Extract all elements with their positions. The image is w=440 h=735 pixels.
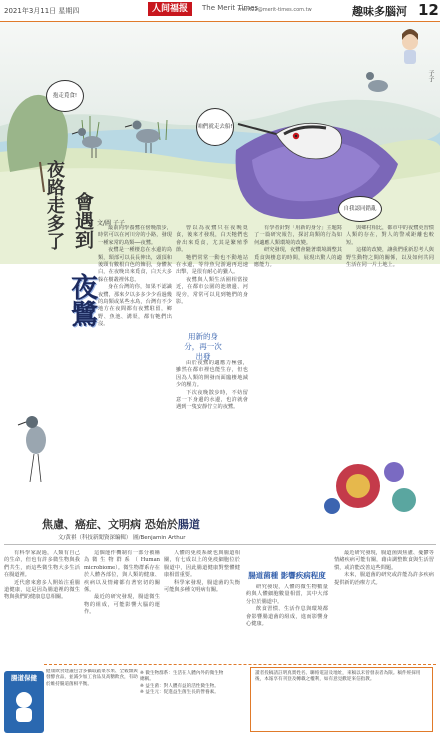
speech-bubble-right: 自我認同錯亂	[338, 196, 382, 222]
paragraph: 最前同學養鷺在傍晚散步，時常可以在河川旁的小路，發現一種家常的鳥類──夜鷺。	[98, 225, 172, 246]
pull-quote: 用新的身分，再一次出發	[184, 332, 222, 361]
section-title: 趣味多腦河	[352, 5, 407, 18]
germ-illustration	[318, 450, 430, 520]
paragraph: 研究發現，人體的微生物數量約與人體細胞數量相當，其中大部分位於腸道中。	[246, 584, 328, 605]
glossary-item: ※ 微生物群系：生活在人體內外的微生物總稱。	[140, 671, 224, 683]
article2-column-3	[164, 550, 240, 660]
notice-box: 讀者投稿請註明真實姓名、聯絡電話及地址，來稿以未曾發表者為限。稿件經採用後，本報享有刊登及轉載之權利，如有意見歡迎來信指教。	[250, 667, 433, 732]
headline-highlight: 夜鷺	[66, 273, 97, 327]
illustration-caption: 腸道菌種 影響疾病程度	[248, 571, 326, 580]
paragraph: 最近的研究發現，腸道微生物的組成，可能影響大腦的運作。	[84, 594, 160, 616]
paragraph: 夜鷺是一種棲息在水邊的鳥類，頸部可以長長伸出，頭頂和後頸有數根白色的飾羽，身體灰白，在夜晚出來覓食，白天大多躲在樹叢裡休息。	[98, 247, 172, 283]
paragraph: 未來，腸道菌的研究或許能為許多疾病提供新的治療方式。	[334, 572, 434, 586]
paragraph: 最近研究發現，腸道菌與焦慮、憂鬱等情緒疾病可能有關，藉由調整飲食與生活習慣，或許能改善這些問題。	[334, 550, 434, 571]
email-address: merit22@merit-times.com.tw	[238, 7, 312, 13]
article1-column-2	[176, 225, 248, 320]
newspaper-logo: 人间福报	[148, 2, 192, 16]
speech-bubble-mid: 咱們就走去船!	[196, 108, 234, 146]
glossary-item: ※ 益生菌：對人體有益的活性微生物。	[140, 683, 219, 689]
paragraph: 與鄉村相比，都市中的夜鷺更習慣人類的存在，對人的警戒距離也較短。	[346, 225, 434, 246]
tag-label: 腸道保健	[11, 674, 37, 682]
footnote: 健康飲食建議包含多攝取蔬菜水果、全穀類與發酵食品，並減少加工食品及高糖飲食，有助於維持腸道菌相平衡。	[46, 669, 138, 687]
headline-part-a: 夜路走多了	[44, 160, 65, 250]
paragraph: 有學者針對「用新的身分」主題寫了一篇研究報告，探討鳥類的行為如何適應人類環境的改變。	[254, 225, 342, 246]
paragraph: 由於夜鷺的適應力極強，雖然在都市裡也能生存，但也因為人類的開發而面臨棲地減少的壓力。	[176, 360, 248, 389]
article1-column-1	[98, 225, 172, 500]
article2-column-1	[4, 550, 80, 660]
headline-part-b: 會遇到	[72, 192, 94, 249]
paragraph: 有科學家說過，人類有自己的生命，但也有許多微生物與我們共生，而這些微生物大多生活在腸道裡。	[4, 550, 80, 579]
title-highlight: 腸道	[177, 518, 200, 531]
article2-column-5	[334, 550, 434, 660]
paragraph: 牠們常常一動也不動地站在水邊，等待魚兒游過再迅速出擊，是很有耐心的獵人。	[176, 254, 248, 276]
speech-bubble-left: 抱走覓食!	[46, 80, 84, 112]
article1-column-3	[176, 360, 248, 500]
paragraph: 人體的免疫系統也與腸道相關，有七成以上的免疫細胞位於腸道中，因此腸道健康對整體健康相當重要。	[164, 550, 240, 579]
paragraph: 近代愈來愈多人開始注重腸道健康，這是因為腸道裡的微生物與我們的健康息息相關。	[4, 579, 80, 601]
section-divider	[4, 544, 436, 545]
glossary-item: ※ 益生元：促進益生菌生長的營養素。	[140, 689, 219, 695]
paragraph: 飲食習慣、生活作息與環境都會影響腸道菌的組成，進而影響身心健康。	[246, 606, 328, 628]
footer-divider	[44, 664, 436, 665]
paragraph: 夜鷺與人類生活圈相當接近，在都市公園的池塘邊、河堤旁，常常可以見到牠們的身影。	[176, 276, 248, 306]
heron-drawing	[14, 410, 54, 490]
paragraph: 研究發現，夜鷺會隨著環境調整其覓食與棲息的時間，展現出驚人的適應能力。	[254, 247, 342, 269]
paragraph: 曾以為夜鷺只在夜晚覓食，後來才發現，白天牠們也會出來覓食，尤其是繁殖季節。	[176, 225, 248, 254]
newspaper-logo-en: The Merit Times	[202, 4, 259, 12]
article2-column-2	[84, 550, 160, 660]
character-icon	[10, 690, 38, 726]
article2-byline: 文/黃祺（科技新聞資深編輯） 圖/Benjamin Arthur	[58, 535, 186, 541]
paragraph: 這樣的改變，讓我們重新思考人與野生動物之間的關係，以及如何共同生活在同一片土地上。	[346, 247, 434, 269]
author-vertical: 子子	[427, 70, 434, 82]
paragraph: 身在台灣的你，如果不認識夜鷺，那來夕以多多少少看過幾的鳥類或某些水鳥，台灣有不少地方在夜間都有夜鷺駐留，鄉野、魚池、溝渠，都有牠們出沒。	[98, 284, 172, 328]
paragraph: 這個運作機制有一部分被稱為微生物群系（Human microbiome）。微生物群系存在於人體各部位，與人類的健康、疾病以及情緒都有著密切的關係。	[84, 550, 160, 594]
paragraph: 科學家發現，腸道菌的失衡可能與多種文明病有關。	[164, 579, 240, 594]
article2-title: 焦慮、癌症、文明病 恐始於腸道	[42, 518, 200, 531]
page-number: 12	[418, 1, 439, 19]
article2-column-4	[246, 584, 328, 660]
glossary	[140, 671, 226, 696]
paragraph: 下次夜晚散步時，不妨留意一下身邊的水邊，也許就會遇到一隻安靜佇立的夜鷺。	[176, 389, 248, 411]
article-byline: 文/圖 子子	[97, 220, 125, 227]
issue-date: 2021年3月11日 星期四	[4, 7, 80, 15]
